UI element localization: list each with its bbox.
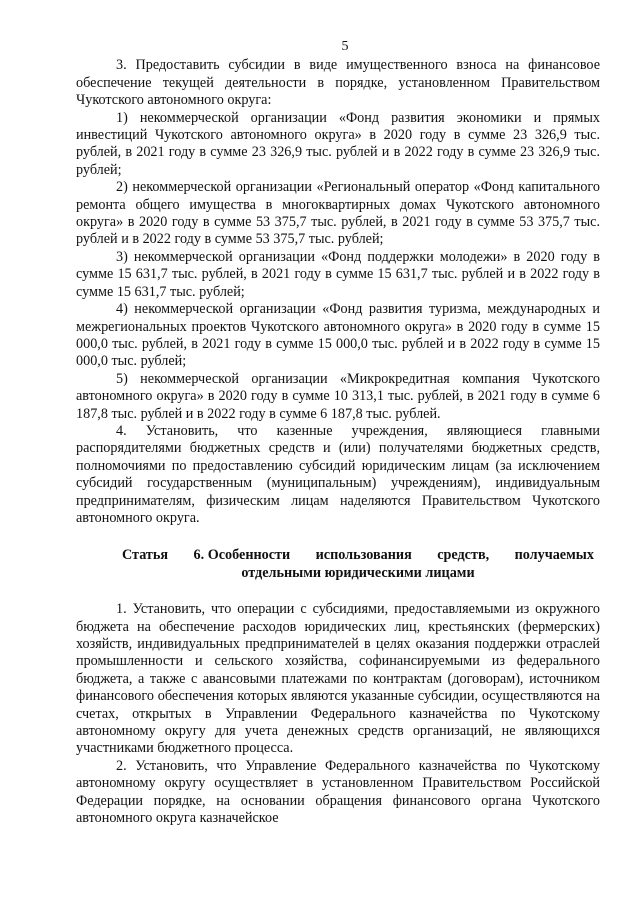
paragraph-3: 3. Предоставить субсидии в виде имущественного взноса на финансовое обеспечение текущей деятельности в порядке, установленном Правительством Чукотского автономного округа: [76,57,600,109]
article-label: Статья [122,547,169,564]
article-heading-line-2: отдельными юридическими лицами [241,564,475,581]
paragraphs-top [76,57,600,527]
paragraph-4: 4. Установить, что казенные учреждения, являющиеся главными распорядителями бюджетных средств и (или) получателями бюджетных средств, полномочиями по предоставлению субсидий юридическим лицам (за исключением субсидий государственным (муниципальным) учреждениям), индивидуальным предпринимателям, физическим лицам наделяются Правительством Чукотского автономного округа. [76,422,600,526]
page-number: 5 [341,39,349,54]
article-word-3: получаемых [514,547,594,564]
article-heading-line-1 [122,547,594,564]
article-heading [76,547,600,582]
article-6-paragraph-2: 2. Установить, что Управление Федерального казначейства по Чукотскому автономному округу осуществляет в установленном Правительством Российской Федерации порядке, на основании обращения финансового органа Чукотского автономного округа казначейское [76,757,600,827]
paragraph-3-item-2: 2) некоммерческой организации «Региональный оператор «Фонд капитального ремонта общего имущества в многоквартирных домах Чукотского автономного округа» в 2020 году в сумме 53 375,7 тыс. рублей, в 2021 году в сумме 53 375,7 тыс. рублей и в 2022 году в сумме 53 375,7 тыс. рублей; [76,179,600,248]
paragraph-3-item-1: 1) некоммерческой организации «Фонд развития экономики и прямых инвестиций Чукотского автономного округа» в 2020 году в сумме 23 326,9 тыс. рублей, в 2021 году в сумме 23 326,9 тыс. рублей и в 2022 году в сумме 23 326,9 тыс. рублей; [76,109,600,178]
paragraphs-bottom [76,601,600,827]
paragraph-3-item-3: 3) некоммерческой организации «Фонд поддержки молодежи» в 2020 году в сумме 15 631,7 тыс. рублей, в 2021 году в сумме 15 631,7 тыс. рублей и в 2022 году в сумме 15 631,7 тыс. рублей; [76,248,600,300]
paragraph-3-item-4: 4) некоммерческой организации «Фонд развития туризма, международных и межрегиональных проектов Чукотского автономного округа» в 2020 году в сумме 15 000,0 тыс. рублей, в 2021 году в сумме 15 000,0 тыс. рублей и в 2022 году в сумме 15 000,0 тыс. рублей; [76,301,600,370]
article-word-2: средств, [437,547,490,564]
paragraph-3-item-5: 5) некоммерческой организации «Микрокредитная компания Чукотского автономного округа» в 2020 году в сумме 10 313,1 тыс. рублей, в 2021 году в сумме 6 187,8 тыс. рублей и в 2022 году в сумме 6 187,8 тыс. рублей. [76,370,600,422]
article-number-title: 6. Особенности [193,547,291,564]
article-word-1: использования [315,547,412,564]
article-6-paragraph-1: 1. Установить, что операции с субсидиями, предоставляемыми из окружного бюджета на обеспечение расходов юридических лиц, крестьянских (фермерских) хозяйств, индивидуальных предпринимателей в целях оказания поддержки отраслей промышленности и сельского хозяйства, софинансируемыми из федерального бюджета, а также с авансовыми платежами по контрактам (договорам), источником финансового обеспечения которых являются указанные субсидии, осуществляются на счетах, открытых в Управлении Федерального казначейства по Чукотскому автономному округу для учета денежных средств организаций, не являющихся участниками бюджетного процесса. [76,601,600,757]
